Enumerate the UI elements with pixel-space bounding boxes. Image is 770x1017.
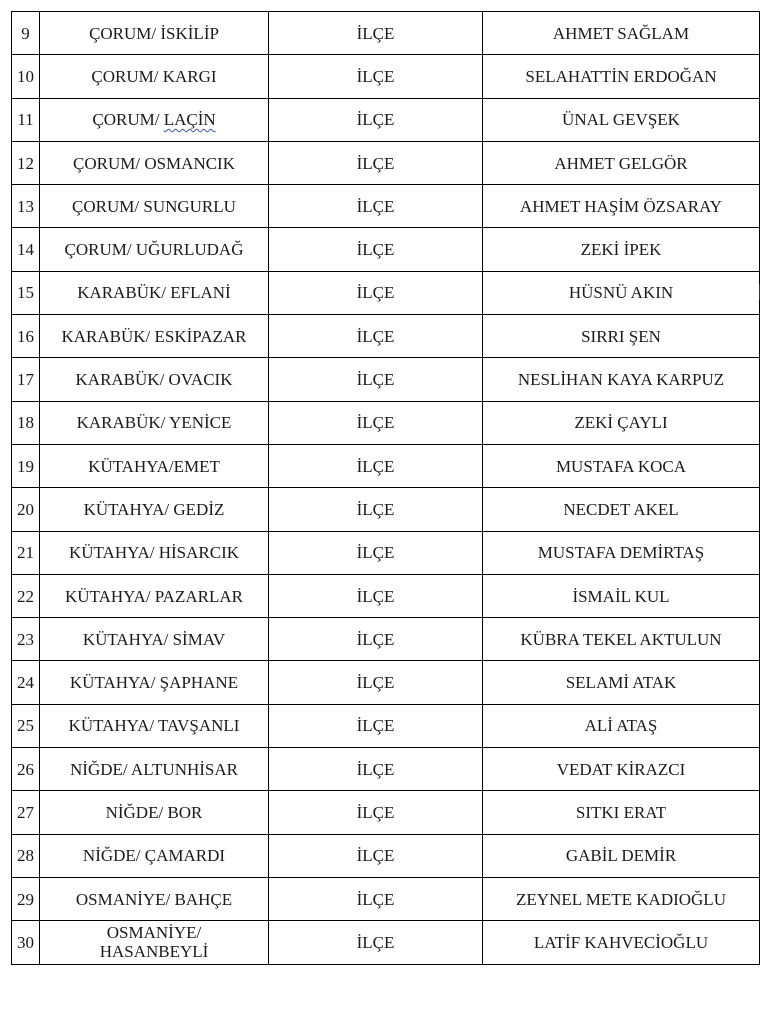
location-cell-text: KARABÜK/ ESKİPAZAR <box>61 326 247 346</box>
name-cell-text: NECDET AKEL <box>563 499 679 519</box>
type-cell-text: İLÇE <box>356 499 395 519</box>
location-cell <box>40 185 269 228</box>
table-row <box>12 228 760 271</box>
location-cell-text: ÇORUM/ KARGI <box>91 66 217 86</box>
row-number-cell <box>12 618 40 661</box>
type-cell-text: İLÇE <box>356 932 395 952</box>
name-cell-text: MUSTAFA DEMİRTAŞ <box>537 543 705 563</box>
location-cell-text: KÜTAHYA/ TAVŞANLI <box>68 716 240 736</box>
row-number-cell-text: 15 <box>17 283 34 303</box>
table-row <box>12 185 760 228</box>
location-cell <box>40 488 269 531</box>
row-number-cell <box>12 185 40 228</box>
row-number-cell <box>12 271 40 314</box>
table-row <box>12 531 760 574</box>
location-cell <box>40 141 269 184</box>
row-number-cell-text: 20 <box>17 499 34 519</box>
location-cell <box>40 444 269 487</box>
row-number-cell-text: 21 <box>17 543 34 563</box>
name-cell <box>483 185 760 228</box>
row-number-cell-text: 12 <box>17 153 34 173</box>
row-number-cell-text: 30 <box>17 932 34 952</box>
row-number-cell-text: 23 <box>17 629 34 649</box>
location-cell-text: NİĞDE/ BOR <box>105 802 203 822</box>
row-number-cell-text: 14 <box>17 240 34 260</box>
type-cell <box>269 444 483 487</box>
row-number-cell <box>12 834 40 877</box>
type-cell-text: İLÇE <box>356 413 395 433</box>
name-cell <box>483 748 760 791</box>
location-cell <box>40 834 269 877</box>
location-cell-text: KÜTAHYA/EMET <box>88 456 220 476</box>
name-cell-text: AHMET GELGÖR <box>554 153 688 173</box>
type-cell-text: İLÇE <box>356 456 395 476</box>
type-cell <box>269 55 483 98</box>
name-cell <box>483 618 760 661</box>
table-row <box>12 55 760 98</box>
row-number-cell <box>12 141 40 184</box>
name-cell <box>483 531 760 574</box>
table-row <box>12 141 760 184</box>
type-cell-text: İLÇE <box>356 543 395 563</box>
type-cell-text: İLÇE <box>356 240 395 260</box>
name-cell <box>483 921 760 964</box>
row-number-cell <box>12 531 40 574</box>
name-cell <box>483 661 760 704</box>
row-number-cell-text: 17 <box>17 370 34 390</box>
table-row <box>12 315 760 358</box>
row-number-cell <box>12 661 40 704</box>
type-cell <box>269 574 483 617</box>
location-cell <box>40 704 269 747</box>
row-number-cell-text: 11 <box>17 110 34 130</box>
name-cell <box>483 834 760 877</box>
row-number-cell-text: 29 <box>17 889 34 909</box>
name-cell <box>483 877 760 920</box>
type-cell <box>269 748 483 791</box>
name-cell <box>483 401 760 444</box>
row-number-cell <box>12 315 40 358</box>
name-cell-text: HÜSNÜ AKIN <box>568 283 674 303</box>
location-cell <box>40 748 269 791</box>
table-row <box>12 444 760 487</box>
location-cell <box>40 574 269 617</box>
type-cell-text: İLÇE <box>356 759 395 779</box>
type-cell <box>269 704 483 747</box>
location-cell-text: ÇORUM/ LAÇİN <box>92 110 216 130</box>
row-number-cell-text: 18 <box>17 413 34 433</box>
type-cell-text: İLÇE <box>356 326 395 346</box>
row-number-cell-text: 22 <box>17 586 34 606</box>
name-cell-text: VEDAT KİRAZCI <box>556 759 686 779</box>
row-number-cell-text: 25 <box>17 716 34 736</box>
name-cell <box>483 315 760 358</box>
type-cell-text: İLÇE <box>356 196 395 216</box>
row-number-cell <box>12 704 40 747</box>
location-cell-text: KÜTAHYA/ ŞAPHANE <box>69 673 239 693</box>
row-number-cell-text: 10 <box>17 66 34 86</box>
type-cell-text: İLÇE <box>356 283 395 303</box>
type-cell-text: İLÇE <box>356 629 395 649</box>
type-cell <box>269 12 483 55</box>
type-cell-text: İLÇE <box>356 802 395 822</box>
location-cell-text: KARABÜK/ YENİCE <box>76 413 232 433</box>
type-cell <box>269 401 483 444</box>
location-cell <box>40 315 269 358</box>
name-cell <box>483 704 760 747</box>
name-cell-text: SELAHATTİN ERDOĞAN <box>525 66 717 86</box>
name-cell-text: ZEKİ ÇAYLI <box>574 413 668 433</box>
location-cell <box>40 401 269 444</box>
type-cell-text: İLÇE <box>356 716 395 736</box>
name-cell-text: NESLİHAN KAYA KARPUZ <box>517 370 725 390</box>
location-cell-text: ÇORUM/ UĞURLUDAĞ <box>64 240 244 260</box>
location-cell <box>40 358 269 401</box>
name-cell <box>483 574 760 617</box>
location-cell <box>40 531 269 574</box>
name-cell-text: AHMET HAŞİM ÖZSARAY <box>519 196 723 216</box>
type-cell-text: İLÇE <box>356 110 395 130</box>
name-cell <box>483 791 760 834</box>
location-cell-text: KÜTAHYA/ GEDİZ <box>83 499 225 519</box>
table-row <box>12 271 760 314</box>
type-cell <box>269 228 483 271</box>
type-cell <box>269 141 483 184</box>
type-cell <box>269 531 483 574</box>
type-cell <box>269 791 483 834</box>
name-cell <box>483 141 760 184</box>
row-number-cell <box>12 401 40 444</box>
row-number-cell-text: 19 <box>17 456 34 476</box>
table-row <box>12 661 760 704</box>
table-row <box>12 834 760 877</box>
row-number-cell <box>12 444 40 487</box>
type-cell-text: İLÇE <box>356 889 395 909</box>
name-cell <box>483 228 760 271</box>
name-cell <box>483 358 760 401</box>
name-cell-text: SITKI ERAT <box>575 802 667 822</box>
location-cell-text: KÜTAHYA/ SİMAV <box>82 629 226 649</box>
type-cell <box>269 618 483 661</box>
table-row <box>12 12 760 55</box>
type-cell-text: İLÇE <box>356 66 395 86</box>
type-cell <box>269 921 483 964</box>
location-cell-text: KÜTAHYA/ PAZARLAR <box>65 586 243 606</box>
name-cell-text: AHMET SAĞLAM <box>552 23 690 43</box>
name-cell <box>483 444 760 487</box>
name-cell-text: ZEKİ İPEK <box>580 240 662 260</box>
location-cell-text: ÇORUM/ SUNGURLU <box>72 196 236 216</box>
name-cell-text: ALİ ATAŞ <box>584 716 658 736</box>
location-cell <box>40 921 269 964</box>
name-cell-text: SELAMİ ATAK <box>565 673 677 693</box>
table-row <box>12 921 760 964</box>
type-cell-text: İLÇE <box>356 23 395 43</box>
location-cell <box>40 12 269 55</box>
type-cell-text: İLÇE <box>356 846 395 866</box>
name-cell-text: LATİF KAHVECİOĞLU <box>533 932 709 952</box>
row-number-cell <box>12 98 40 141</box>
location-cell-text: OSMANİYE/ BAHÇE <box>75 889 233 909</box>
row-number-cell <box>12 358 40 401</box>
location-cell <box>40 618 269 661</box>
location-cell-text: OSMANİYE/ HASANBEYLİ <box>99 923 209 962</box>
row-number-cell <box>12 748 40 791</box>
table-row <box>12 358 760 401</box>
location-cell-text: NİĞDE/ ÇAMARDI <box>82 846 226 866</box>
location-cell <box>40 661 269 704</box>
type-cell <box>269 185 483 228</box>
row-number-cell <box>12 228 40 271</box>
location-cell-text: KARABÜK/ EFLANİ <box>77 283 231 303</box>
table-row <box>12 877 760 920</box>
name-cell <box>483 488 760 531</box>
row-number-cell-text: 9 <box>21 23 30 43</box>
name-cell-text: KÜBRA TEKEL AKTULUN <box>520 629 722 649</box>
type-cell <box>269 358 483 401</box>
location-cell-text: KARABÜK/ OVACIK <box>75 370 233 390</box>
row-number-cell <box>12 574 40 617</box>
location-cell-text: KÜTAHYA/ HİSARCIK <box>68 543 240 563</box>
location-cell <box>40 98 269 141</box>
type-cell <box>269 271 483 314</box>
row-number-cell <box>12 488 40 531</box>
row-number-cell-text: 26 <box>17 759 34 779</box>
location-cell <box>40 55 269 98</box>
table-row <box>12 98 760 141</box>
type-cell <box>269 834 483 877</box>
table-row <box>12 704 760 747</box>
name-cell <box>483 12 760 55</box>
row-number-cell-text: 27 <box>17 802 34 822</box>
table-row <box>12 401 760 444</box>
name-cell-text: İSMAİL KUL <box>572 586 670 606</box>
name-cell-text: ÜNAL GEVŞEK <box>562 110 680 130</box>
row-number-cell <box>12 921 40 964</box>
table-row <box>12 574 760 617</box>
name-cell-text: SIRRI ŞEN <box>581 326 661 346</box>
table-row <box>12 791 760 834</box>
location-cell-text: ÇORUM/ OSMANCIK <box>73 153 235 173</box>
type-cell <box>269 877 483 920</box>
location-cell <box>40 877 269 920</box>
row-number-cell-text: 28 <box>17 846 34 866</box>
location-cell-text: ÇORUM/ İSKİLİP <box>89 23 219 43</box>
type-cell <box>269 488 483 531</box>
type-cell-text: İLÇE <box>356 586 395 606</box>
location-cell <box>40 271 269 314</box>
type-cell-text: İLÇE <box>356 370 395 390</box>
text-cursor <box>759 284 760 300</box>
type-cell <box>269 315 483 358</box>
row-number-cell <box>12 55 40 98</box>
table-row <box>12 748 760 791</box>
table-body <box>12 12 760 965</box>
candidate-table <box>11 11 760 965</box>
location-cell-text: NİĞDE/ ALTUNHİSAR <box>70 759 238 779</box>
row-number-cell-text: 13 <box>17 196 34 216</box>
type-cell <box>269 661 483 704</box>
row-number-cell <box>12 791 40 834</box>
type-cell-text: İLÇE <box>356 673 395 693</box>
name-cell-text: ZEYNEL METE KADIOĞLU <box>516 889 726 909</box>
location-cell <box>40 791 269 834</box>
type-cell-text: İLÇE <box>356 153 395 173</box>
row-number-cell <box>12 877 40 920</box>
type-cell <box>269 98 483 141</box>
name-cell <box>483 98 760 141</box>
row-number-cell <box>12 12 40 55</box>
row-number-cell-text: 24 <box>17 673 34 693</box>
name-cell <box>483 55 760 98</box>
name-cell-text: MUSTAFA KOCA <box>555 456 687 476</box>
table-row <box>12 618 760 661</box>
name-cell <box>483 271 760 314</box>
row-number-cell-text: 16 <box>17 326 34 346</box>
table-row <box>12 488 760 531</box>
location-cell <box>40 228 269 271</box>
name-cell-text: GABİL DEMİR <box>565 846 677 866</box>
